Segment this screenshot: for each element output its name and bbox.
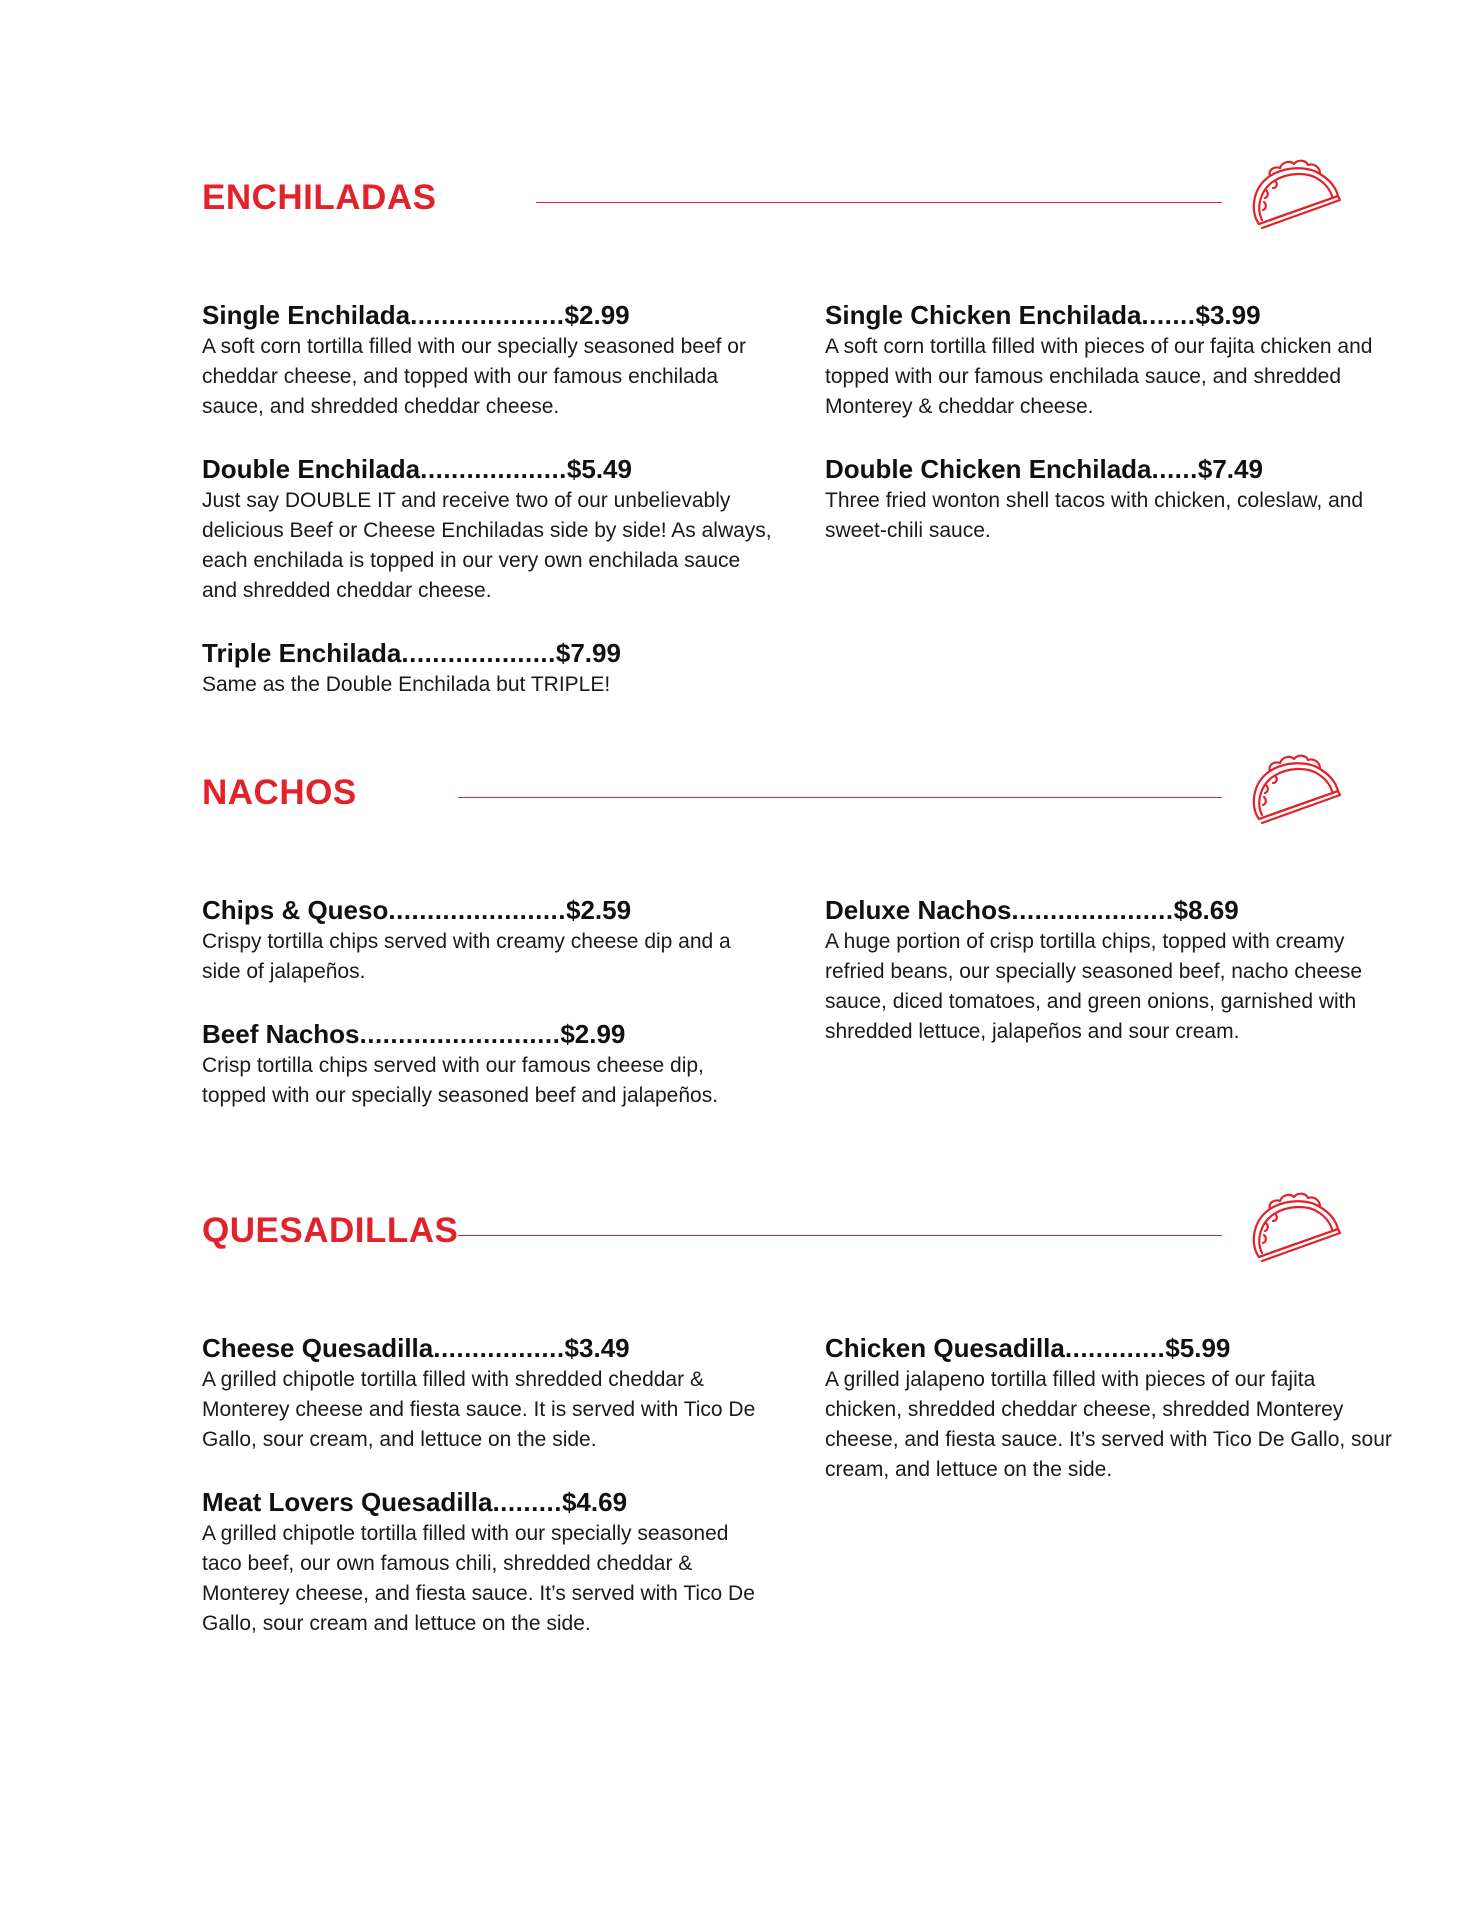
divider bbox=[458, 1235, 1222, 1236]
item-description: A soft corn tortilla filled with our specially seasoned beef or cheddar cheese, and topped with our famous enchilada sauce, and shredded cheddar cheese. bbox=[202, 335, 746, 418]
item-header bbox=[202, 300, 772, 330]
item-leader-dots: ..................... bbox=[1011, 895, 1174, 925]
item-header bbox=[202, 1333, 772, 1363]
item-leader-dots: ....... bbox=[1141, 300, 1196, 330]
item-description: A grilled chipotle tortilla filled with shredded cheddar & Monterey cheese and fiesta sauce. It is served with Tico De Gallo, sour cream, and lettuce on the side. bbox=[202, 1368, 756, 1451]
menu-item bbox=[202, 454, 772, 606]
section-header bbox=[0, 150, 1484, 270]
item-description: Same as the Double Enchilada but TRIPLE! bbox=[202, 673, 611, 696]
item-name: Double Enchilada bbox=[202, 454, 421, 484]
menu-item bbox=[202, 300, 772, 422]
item-price: $2.99 bbox=[560, 1019, 626, 1049]
item-header bbox=[825, 454, 1395, 484]
section-title: QUESADILLAS bbox=[202, 1211, 459, 1250]
item-leader-dots: ...... bbox=[1151, 454, 1198, 484]
item-header bbox=[825, 895, 1395, 925]
item-description: A huge portion of crisp tortilla chips, topped with creamy refried beans, our specially seasoned beef, nacho cheese sauce, diced tomatoes, and green onions, garnished with shredded lettuce, jalapeños and sour cream. bbox=[825, 930, 1363, 1043]
item-description: Three fried wonton shell tacos with chicken, coleslaw, and sweet-chili sauce. bbox=[825, 489, 1364, 542]
item-leader-dots: .......................... bbox=[359, 1019, 561, 1049]
item-header bbox=[202, 1487, 772, 1517]
item-price: $7.99 bbox=[555, 638, 621, 668]
item-price: $2.99 bbox=[564, 300, 630, 330]
menu-item bbox=[202, 1333, 772, 1455]
item-price: $5.49 bbox=[566, 454, 632, 484]
item-name: Single Enchilada bbox=[202, 300, 411, 330]
item-header bbox=[202, 895, 772, 925]
divider bbox=[536, 202, 1222, 203]
menu-item bbox=[825, 454, 1395, 546]
menu-item bbox=[202, 895, 772, 987]
column-left bbox=[202, 300, 772, 700]
column-right bbox=[825, 300, 1395, 546]
item-header bbox=[202, 454, 772, 484]
item-name: Double Chicken Enchilada bbox=[825, 454, 1152, 484]
section-title: ENCHILADAS bbox=[202, 178, 437, 217]
item-header bbox=[825, 1333, 1395, 1363]
column-right bbox=[825, 1333, 1395, 1485]
item-leader-dots: .................... bbox=[401, 638, 556, 668]
menu-item bbox=[202, 1487, 772, 1639]
item-name: Beef Nachos bbox=[202, 1019, 360, 1049]
taco-icon bbox=[1242, 150, 1342, 238]
item-price: $3.99 bbox=[1195, 300, 1261, 330]
item-price: $3.49 bbox=[564, 1333, 630, 1363]
item-leader-dots: ................. bbox=[433, 1333, 565, 1363]
column-left bbox=[202, 1333, 772, 1639]
item-description: Crispy tortilla chips served with creamy cheese dip and a side of jalapeños. bbox=[202, 930, 731, 983]
item-name: Cheese Quesadilla bbox=[202, 1333, 434, 1363]
item-description: Just say DOUBLE IT and receive two of our unbelievably delicious Beef or Cheese Enchiladas side by side! As always, each enchilada is topped in our very own enchilada sauce and shredded cheddar cheese. bbox=[202, 489, 772, 602]
column-right bbox=[825, 895, 1395, 1047]
item-header bbox=[825, 300, 1395, 330]
menu-item bbox=[825, 895, 1395, 1047]
section-header bbox=[0, 745, 1484, 865]
item-leader-dots: ......... bbox=[492, 1487, 562, 1517]
item-price: $4.69 bbox=[561, 1487, 628, 1517]
item-leader-dots: ....................... bbox=[388, 895, 567, 925]
item-name: Chicken Quesadilla bbox=[825, 1333, 1065, 1363]
item-price: $2.59 bbox=[566, 895, 632, 925]
menu-item bbox=[202, 1019, 772, 1111]
menu-item bbox=[825, 300, 1395, 422]
item-name: Chips & Queso bbox=[202, 895, 389, 925]
column-left bbox=[202, 895, 772, 1111]
section-header bbox=[0, 1183, 1484, 1303]
item-price: $8.69 bbox=[1173, 895, 1239, 925]
taco-icon bbox=[1242, 1183, 1342, 1271]
item-price: $7.49 bbox=[1197, 454, 1263, 484]
menu-item bbox=[825, 1333, 1395, 1485]
item-description: A grilled chipotle tortilla filled with our specially seasoned taco beef, our own famous chili, shredded cheddar & Monterey cheese, and fiesta sauce. It’s served with Tico De Gallo, sour cream and lettuce on the side. bbox=[202, 1522, 755, 1635]
section-title: NACHOS bbox=[202, 773, 357, 812]
item-name: Single Chicken Enchilada bbox=[825, 300, 1142, 330]
taco-icon bbox=[1242, 745, 1342, 833]
menu-item bbox=[202, 638, 772, 700]
item-name: Deluxe Nachos bbox=[825, 895, 1012, 925]
item-leader-dots: ............. bbox=[1064, 1333, 1166, 1363]
item-description: A soft corn tortilla filled with pieces of our fajita chicken and topped with our famous enchilada sauce, and shredded Monterey & cheddar cheese. bbox=[825, 335, 1373, 418]
item-leader-dots: ................... bbox=[420, 454, 567, 484]
item-price: $5.99 bbox=[1165, 1333, 1231, 1363]
item-name: Meat Lovers Quesadilla bbox=[202, 1487, 493, 1517]
item-name: Triple Enchilada bbox=[202, 638, 402, 668]
item-leader-dots: .................... bbox=[410, 300, 565, 330]
item-header bbox=[202, 638, 772, 668]
item-description: Crisp tortilla chips served with our famous cheese dip, topped with our specially seasoned beef and jalapeños. bbox=[202, 1054, 719, 1107]
item-header bbox=[202, 1019, 772, 1049]
item-description: A grilled jalapeno tortilla filled with pieces of our fajita chicken, shredded cheddar cheese, shredded Monterey cheese, and fiesta sauce. It’s served with Tico De Gallo, sour cream, and lettuce on the side. bbox=[825, 1368, 1392, 1481]
divider bbox=[458, 797, 1222, 798]
